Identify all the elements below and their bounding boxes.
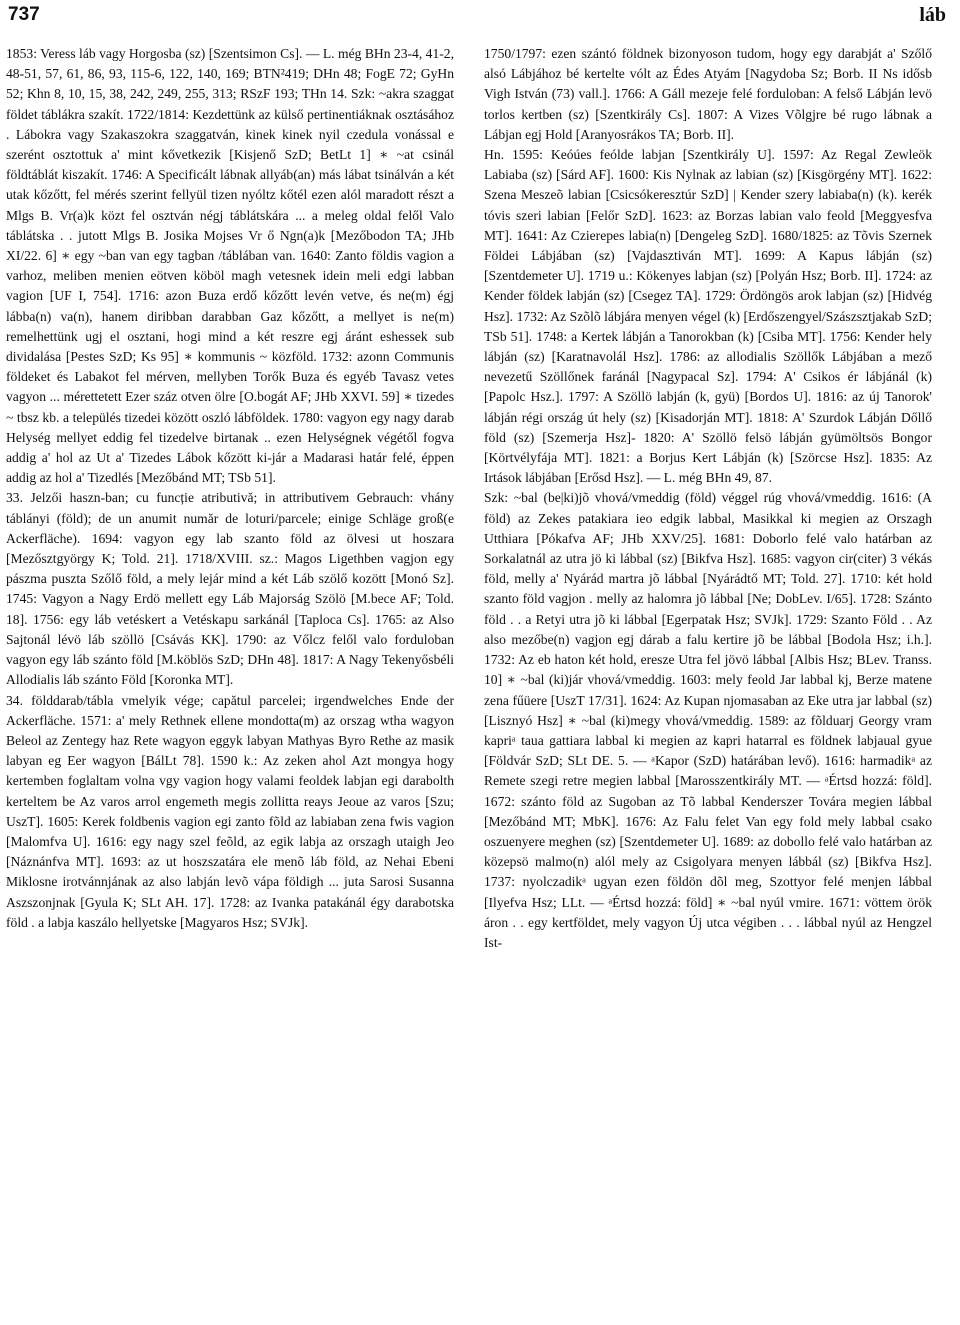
sense-33-paragraph: 33. Jelzői haszn-ban; cu funcție atributivă; in attributivem Gebrauch: vhány táblányi (föld); de un anumit număr de loturi/parcele; einige Schläge groß(e Ackerfläche). 1694: vagyon egy lab szanto föld az ölvesi ut hoszara [Mezősztgyörgy K; Told. 21]. 1718/XVIII. sz.: Magos Ligethben vagjon egy pászma puszta Szőlő föld, a mely lejár mind a két Láb szölő kozött [Monó Sz]. 1745: Vagyon a Nagy Erdö mellett egy Láb Majorság Szölö [M.bece AF; Told. 18]. 1756: egy láb vetéskert a Vetéskapu sarkánál [Taploca Cs]. 1765: az Also Sajtonál lévö láb szöllö [Csávás KK]. 1790: az Vőlcz felől valo forduloban vagyon egy láb szánto föld [M.köblös SzD; DHn 48]. 1817: A Nagy Tekenyősbéli Allodialis láb szánto Föld [Koronka MT]. (6, 490, 454, 688)
sense-34-paragraph: 34. földdarab/tábla vmelyik vége; capătul parcelei; irgendwelches Ende der Ackerfläche. 1571: a' mely Rethnek ellene mondotta(m) az orszag wtha wagyon Beleol az Zentegy haz Rete wagyon eggyk labyan Mathyas Byro Rethe az masik labyan eg Eer wagyon [BálLt 78]. 1590 k.: Az zeken ahol Azt mongya hogy kertemben foglaltam volna vgy vagion hogy valami feoldek labjan egi darabolth kerteltem be Az varos arrol engemeth megis zollitta reays Jeoue az varos [Szu; UszT]. 1605: Kerek foldbenis vagion egi zanto fõld az labiaban zena fwis vagion [Malomfva U]. 1616: egy nagy szel feõld, az egik labja az orszagh utaigh Jeo [Náznánfva MT]. 1693: az ut hoszszatára ele menõ láb föld, az Nehai Ebeni Miklosne irotvánnjának az also labján levõ vápa földigh ... juta Sarosi Susanna Aszszonjnak [Gyula K; SLt AH. 17]. 1728: az Ivanka patakánál égy darabotska föld . a labja kaszálo hellyetske [Magyaros Hsz; SVJk]. (6, 692, 454, 930)
right-column (484, 44, 932, 953)
page-number: 737 (8, 4, 40, 25)
place-names-paragraph: Hn. 1595: Keóúes feólde labjan [Szentkirály U]. 1597: Az Regal Zewleök Labiaba (sz) [Sárd AF]. 1600: Kis Nylnak az labian (sz) [Kisgörgény MT]. 1622: Szena Meszeõ labian [Csicsókeresztúr SzD] | Kender szery labiaba(n) (k). kerék tóvis szeri labian [Felőr SzD]. 1623: az Borzas labian valo feold [Meggyesfva MT]. 1641: Az Czierepes labia(n) [Dengeleg SzD]. 1680/1825: az Tõvis Szernek Földei Lábjában (sz) [Vajdasztiván MT]. 1699: A Kapus lábján (sz) [Szentdemeter U]. 1719 u.: Kökenyes labjan (sz) [Polyán Hsz; Borb. II]. 1724: az Kender földek labján (sz) [Csegez TA]. 1729: Ördöngös arok labjan (sz) [Hidvég Hsz]. 1732: Az Szõlõ lábjára menyen végel (k) [Erdőszengyel/Szászsztjakab SzD; TSb 51]. 1748: a Kertek lábján a Tanorokban (k) [Csiba MT]. 1756: Kender hely lábján (sz) [Karatnavolál Hsz]. 1786: az allodialis Szöllők Lábjában a mező nevezetű Szöllőnek faránál [Nagypacal Sz]. 1794: A' Csikos ér lábjánál (k) [Papolc Hsz.]. 1797: A Szöllö labján (k, gyü) [Bordos U]. 1816: az új Tanorok' lábján régi ország út hely (sz) [Kisadorján MT]. 1818: A' Szurdok Lábján Dőllő föld (sz) [Szemerja Hsz]- 1820: A' Szöllö felsö lábján gyümöltsös Bongor [Körtvélyfája MT]. 1821: a Borjus Kert Lábján (k) [Szörcse Hsz]. 1835: Az Irtások lábjában [Erősd Hsz]. — L. még BHn 49, 87. (484, 147, 932, 486)
running-headword: láb (919, 4, 946, 26)
entry-paragraph: 1853: Veress láb vagy Horgosba (sz) [Szentsimon Cs]. — L. még BHn 23-4, 41-2, 48-51, 57, 61, 86, 93, 115-6, 122, 140, 169; BTN²419; DHn 48; FogE 72; GyHn 52; Khn 8, 10, 15, 38, 242, 249, 255, 313; RSzF 193; THn 14. Szk: ~akra szaggat földet táblákra szakít. 1722/1814: Kezdettünk az külső pertinentiáknak osztásához . Lábokra vagy Szakaszokra szaggatván, kinek kinek nyil czedula vonással e szerént osztottuk a' mint kővetkezik [Kisjenő SzD; BetLt 1] ∗ ~at csinál földtáblát kiszakít. 1746: A Specificált lábnak allyáb(an) más lábat tsinálván a két utak kőzőtt, fel mérés szerint fellyül tizen nyóltz kőtél ezen alól maradott részt a Mlgs B. Vr(a)k közt fel osztván négj táblátskára ... a meleg oldal felől Valo táblátska . . jutott Mlgs B. Josika Mojses Vr ő Ngn(a)k [Mezőbodon TA; JHb XI/22. 6] ∗ egy ~ban van egy tagban /táblában van. 1640: Zanto földis vagion a varhoz, meliben menien eötven köböl magh vetesnek idein meli edgi labban vagion [UF I, 754]. 1716: azon Buza erdő kőzőtt levén vetve, és ne(m) égj lábba(n) va(n), hanem diribban darabban Gaz kőzőtt, a mellyet is ne(m) remelhettünk ugj el osztani, hogi mind a két reszre egj áránt eshessek sub dividalása [Pestes SzD; Ks 95] ∗ kommunis ~ közföld. 1732: azonn Communis földeket és Labakot fel mérven, mellyben Torők Buza és egyéb Tavasz vetes vagyon ... mérettetett Ezer száz otven ölre [O.bogát AF; JHb XXVI. 59] ∗ tizedes ~ tbsz kb. a település tizedei között oszló lábföldek. 1780: vagyon egy nagy darab Helység mellyet eddig fel tizedelve birtanak .. ezen Helységnek végétől fogva addig a' hol az Ut a' Tizedes Lábok kőzött ki-jár a Madarasi határ felé, éppen addig az hol a' Tizedlés [Mezőbánd MT; TSb 51]. (6, 46, 454, 486)
phrases-paragraph: Szk: ~bal (be|ki)jõ vhová/vmeddig (föld) véggel rúg vhová/vmeddig. 1616: (A föld) az Zekes patakiara ieo edgik labbal, Masikkal ki megien az Orszagh Utthiara [Pókafva AF; JHb XXV/25]. 1681: Doborlo felé valo határban az Sorkalatnál az utra jö ki lábbal (sz) [Bikfva Hsz]. 1685: vagyon cir(citer) 3 vékás föld, melly a' Nyárád martra jõ lábbal [Nyárádtő MT; Told. 27]. 1710: két hold szanto föld vagjon . melly az halomra jõ lábbal [Ne; DobLev. I/65]. 1728: Szánto föld . . a Retyi utra jõ ki lábbal [Egerpatak Hsz; SVJk]. 1729: Szanto Föld . . Az also mezőbe(n) vagjon egj dárab a falu kertire jõ be lábbal [Bodola Hsz; i.h.]. 1732: Az eb haton két hold, eresze Utra fel jövö lábbal [Albis Hsz; BLev. Transs. 10] ∗ ~bal (ki)jár vhová/vmeddig. 1603: mely feold Jar labbal kj, Berze matene zena fűüere [UszT 17/31]. 1624: Az Kupan njomasaban az Eke utra jar labbal (sz) [Lisznyó Hsz] ∗ ~bal (ki)megy vhová/vmeddig. 1589: az fõlduarj Georgy vram kapriᵃ taua gattiara labbal ki megien az kapri hatarral es földnek labjaual gyue [Földvár SzD; SLt DE. 5. — ᵃKapor (SzD) határában levő). 1616: harmadikᵃ az Remete szegi retre megien labbal [Marosszentkirály MT. — ᵃÉrtsd hozzá: föld]. 1672: szánto föld az Sugoban az Tõ labbal Kenderszer Továra megien lábbal [Mezőbánd MT; MbK]. 1676: Az Falu felet Van egy fold mely labbal csako oszuenyere meghen (sz) [Szentdemeter U]. 1689: az dobollo felé valo határban az közepsö malmo(n) alól mely az Csigolyara menyen lábbál (sz) [Bikfva Hsz]. 1737: nyolczadikᵃ ugyan ezen földön dõl meg, Szottyor felé menjen lábbal [Ilyefva Hsz; LLt. — ᵃÉrtsd hozzá: föld] ∗ ~bal nyúl vmire. 1671: vöttem örök áron . . egy kertföldet, mely vagyon Új utca végiben . . . lábbal nyúl az Hengzel Ist- (484, 490, 932, 950)
left-column (6, 44, 454, 933)
entry-paragraph: 1750/1797: ezen szántó földnek bizonyoson tudom, hogy egy darabját a' Szőlő alsó Lábjához bé kertelte vólt az Édes Atyám [Nagydoba Sz; Borb. II Ns idősb Vigh István (73) vall.]. 1766: A Gáll mezeje felé forduloban: A felső Lábján levö torlos kertben (sz) [Szentkirály Cs]. 1807: A Vizes Võlgjre bé rugo lábnak a Lábjan egj Hold [Aranyosrákos TA; Borb. II]. (484, 46, 932, 142)
